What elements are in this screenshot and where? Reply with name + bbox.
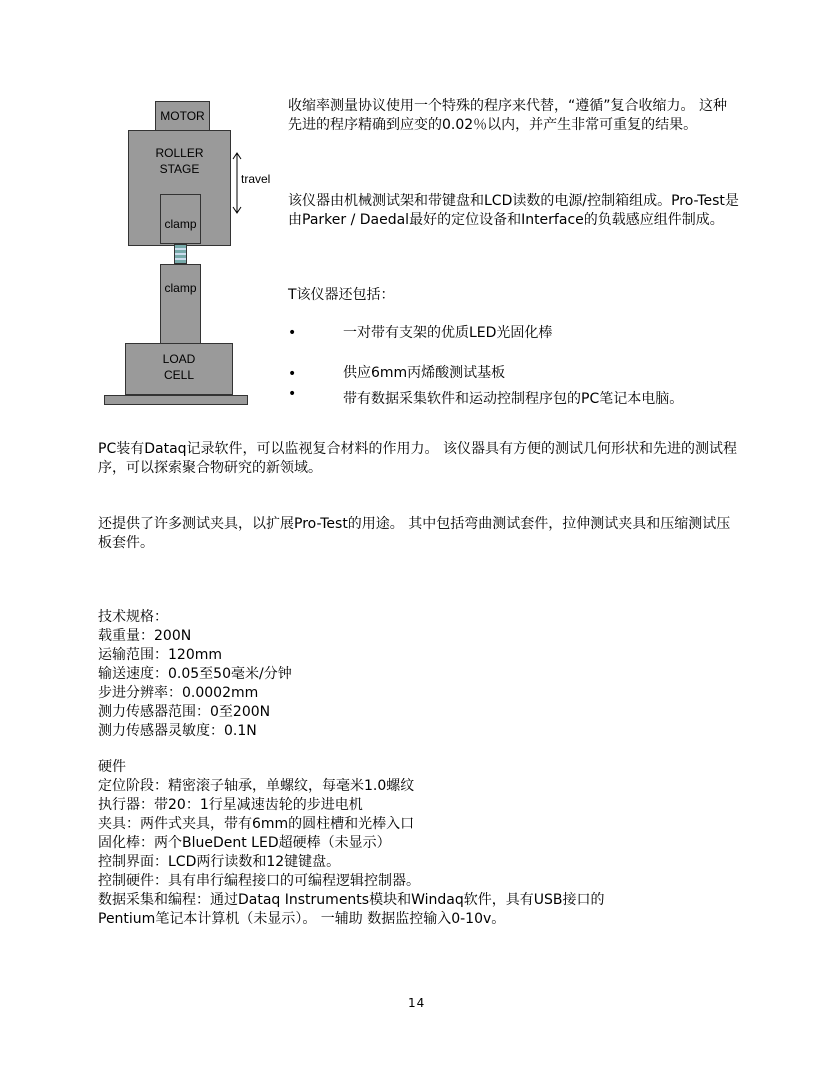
intro-paragraph-1: 收缩率测量协议使用一个特殊的程序来代替，“遵循”复合收缩力。 这种先进的程序精确到应变的0.02％以内，并产生非常可重复的结果。 (288, 98, 727, 133)
load-cell-label: LOAD CELL (162, 352, 196, 382)
connector-rod (174, 244, 187, 264)
hardware-line: 夹具：两件式夹具，带有6mm的圆柱槽和光棒入口 (98, 816, 415, 832)
bullet-icon: • (288, 325, 297, 341)
lower-clamp-label: clamp (164, 281, 197, 295)
bullet-item-1: 一对带有支架的优质LED光固化棒 (343, 325, 553, 341)
spec-line: 测力传感器范围：0至200N (98, 704, 271, 720)
bullet-item-3: 带有数据采集软件和运动控制程序包的PC笔记本电脑。 (343, 391, 684, 407)
hardware-heading: 硬件 (98, 759, 126, 775)
load-cell-block (125, 343, 233, 395)
spec-line: 载重量：200N (98, 628, 192, 644)
lower-clamp-block (160, 264, 201, 344)
bullet-item-2: 供应6mm丙烯酸测试基板 (343, 365, 506, 381)
body-paragraph-2: 还提供了许多测试夹具，以扩展Pro-Test的用途。 其中包括弯曲测试套件，拉伸测试夹具和压缩测试压板套件。 (98, 516, 731, 551)
hardware-line: 控制界面：LCD两行读数和12键键盘。 (98, 854, 341, 870)
hardware-line: 执行器：带20：1行星减速齿轮的步进电机 (98, 797, 363, 813)
hardware-section (98, 758, 604, 929)
upper-clamp-block (160, 194, 201, 244)
spec-line: 输送速度：0.05至50毫米/分钟 (98, 666, 292, 682)
specs-heading: 技术规格： (98, 609, 168, 625)
hardware-line: 控制硬件：具有串行编程接口的可编程逻辑控制器。 (98, 873, 420, 889)
intro-paragraph-3: T该仪器还包括： (288, 287, 395, 303)
spec-line: 测力传感器灵敏度：0.1N (98, 723, 257, 739)
motor-block (155, 101, 210, 131)
hardware-line: 数据采集和编程：通过Dataq Instruments模块和Windaq软件，具有USB接口的 (98, 892, 605, 908)
hardware-line: Pentium笔记本计算机（未显示）。 一辅助 数据监控输入0-10v。 (98, 911, 506, 927)
spec-line: 步进分辨率：0.0002mm (98, 685, 259, 701)
upper-clamp-label: clamp (164, 217, 197, 231)
bullet-icon: • (288, 386, 297, 402)
bullet-icon: • (288, 366, 297, 382)
hardware-line: 固化棒：两个BlueDent LED超硬棒（未显示） (98, 835, 391, 851)
spec-line: 运输范围：120mm (98, 647, 222, 663)
motor-label: MOTOR (160, 109, 205, 123)
specs-section (98, 608, 292, 741)
intro-paragraph-2: 该仪器由机械测试架和带键盘和LCD读数的电源/控制箱组成。Pro-Test是由Parker / Daedal最好的定位设备和Interface的负载感应组件制成。 (288, 193, 739, 228)
page-number: 14 (408, 996, 426, 1010)
roller-stage-label: ROLLER STAGE (155, 146, 204, 176)
body-paragraph-1: PC装有Dataq记录软件，可以监视复合材料的作用力。 该仪器具有方便的测试几何形状和先进的测试程序，可以探索聚合物研究的新领域。 (98, 441, 737, 476)
base-plate (104, 395, 248, 405)
hardware-line: 定位阶段：精密滚子轴承，单螺纹，每毫米1.0螺纹 (98, 778, 415, 794)
travel-label: travel (241, 172, 271, 186)
